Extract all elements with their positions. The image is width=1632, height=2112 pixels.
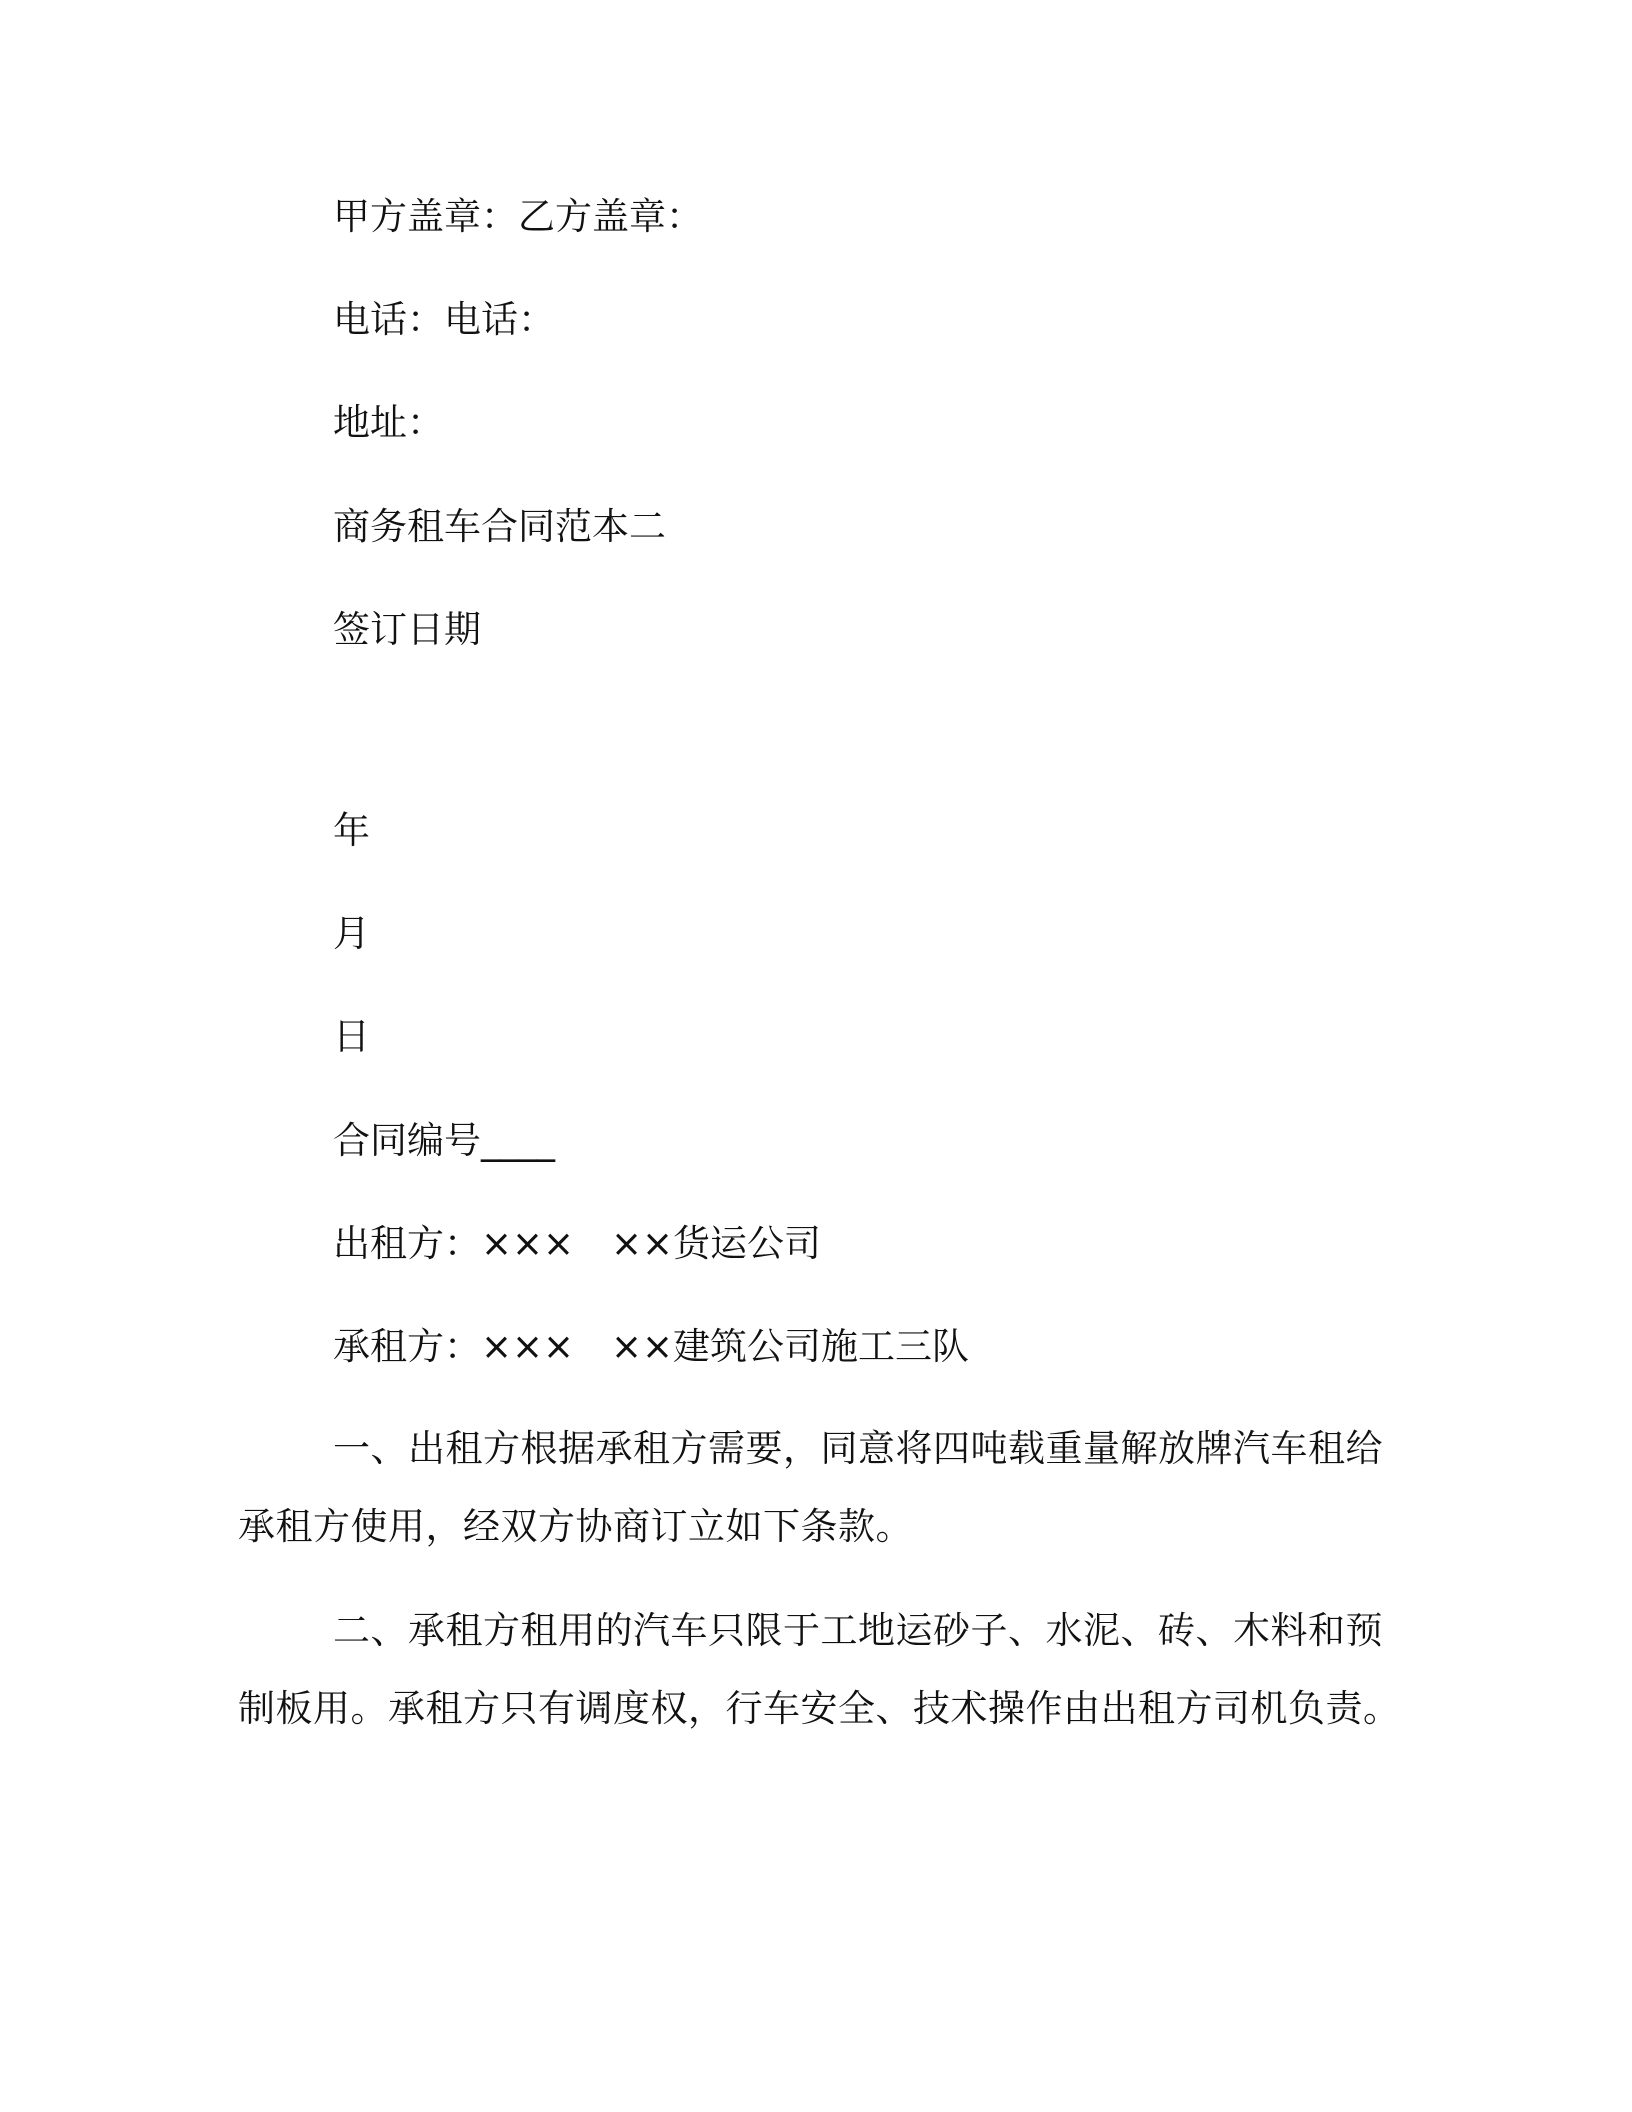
clause-1-line-2: 承租方使用，经双方协商订立如下条款。 — [238, 1505, 913, 1548]
lessor-line: 出租方：××× ××货运公司 — [333, 1222, 822, 1265]
clause-1 — [238, 1410, 1383, 1566]
clause-2 — [238, 1592, 1401, 1748]
date-month: 月 — [333, 912, 370, 955]
clause-1-line-1: 一、出租方根据承租方需要，同意将四吨载重量解放牌汽车租给 — [333, 1427, 1383, 1470]
contract-number: 合同编号____ — [333, 1119, 555, 1162]
section-title: 商务租车合同范本二 — [333, 505, 666, 548]
seal-line: 甲方盖章：乙方盖章： — [333, 195, 703, 238]
address-line: 地址： — [333, 401, 444, 444]
clause-2-line-2: 制板用。承租方只有调度权，行车安全、技术操作由出租方司机负责。 — [238, 1687, 1401, 1730]
clause-2-line-1: 二、承租方租用的汽车只限于工地运砂子、水泥、砖、木料和预 — [333, 1609, 1383, 1652]
phone-line: 电话：电话： — [333, 298, 555, 341]
date-day: 日 — [333, 1015, 370, 1058]
date-year: 年 — [333, 809, 370, 852]
lessee-line: 承租方：××× ××建筑公司施工三队 — [333, 1325, 970, 1368]
signing-date-label: 签订日期 — [333, 608, 481, 651]
